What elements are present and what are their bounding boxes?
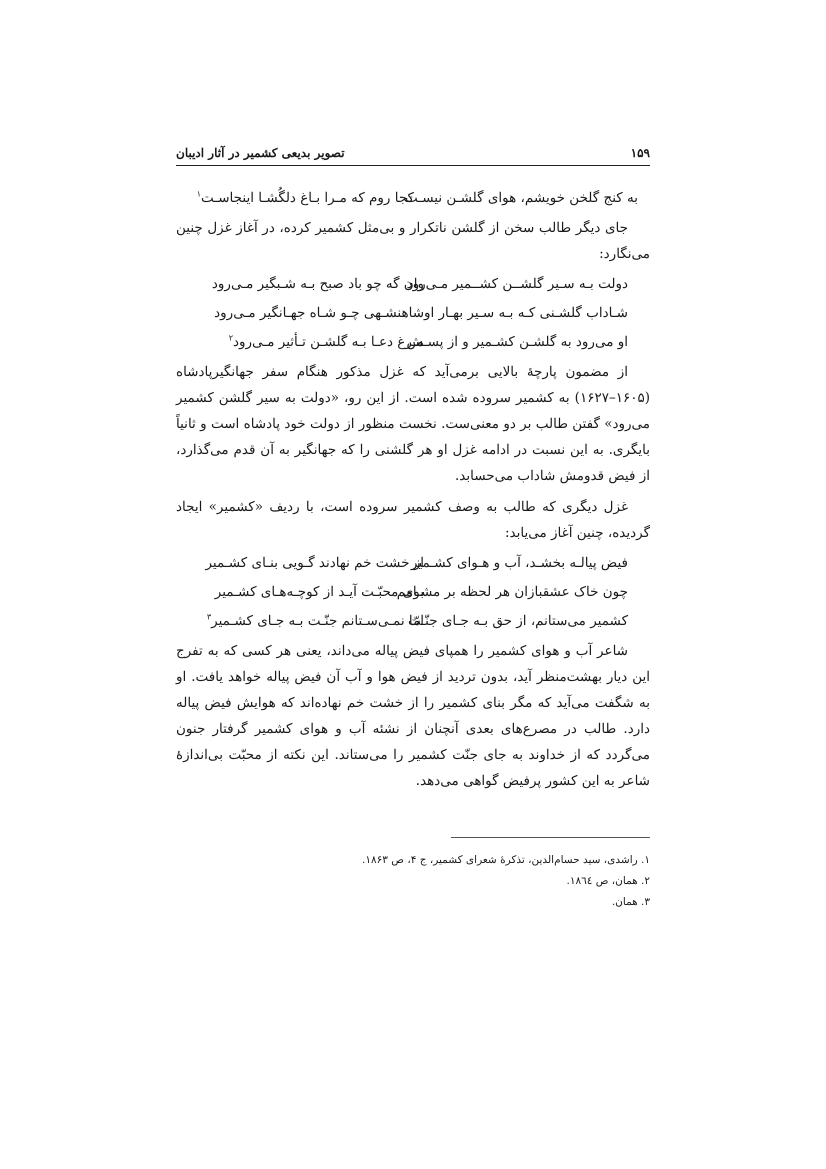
hemistich-first: چون خاک عشقبازان هر لحظه بر مشـامم bbox=[396, 584, 628, 600]
hemistich-first: دولت بـه سـیر گلشــن کشــمیر مـی‌رود bbox=[406, 276, 628, 292]
verse-line bbox=[176, 549, 650, 578]
verse-line bbox=[176, 184, 650, 213]
hemistich-first: او می‌رود به گلشـن کشـمیر و از پسـش bbox=[406, 334, 628, 350]
hemistich-second: وان گه چو باد صبح بـه شـبگیر مـی‌رود bbox=[211, 276, 424, 292]
hemistich-second: از خشت خم نهادند گـویی بنـای کشـمیر bbox=[205, 555, 424, 571]
paragraph: شاعر آب و هوای کشمیر را همپای فیض پیاله می‌داند، یعنی هر کسی که به تفرج این دیار بهشت‌منظر آید، بدون تردید از فیض هوا و آب آن فیض پیاله خواهد یافت. او به شگفت می‌آید که مگر بنای کشمیر را از خشت خم نهاده‌اند که هوایش فیض پیاله دارد. طالب در مصرع‌های بعدی آنچنان از نشئه آب و هوای کشمیر گرفتار جنون می‌گردد که از خداوند به جای جنّت کشمیر را می‌ستاند. این نکته از محبّت بی‌اندازهٔ شاعر به این کشور پرفیض گواهی می‌دهد. bbox=[176, 643, 650, 789]
verse-line bbox=[176, 270, 650, 299]
running-title: تصویر بدیعی کشمیر در آثار ادیبان bbox=[176, 146, 345, 160]
footnote-marker: ۱ bbox=[196, 189, 202, 199]
hemistich-second: امّا نمـی‌سـتانم جنّـت بـه جـای کشـمیر$^۳$ bbox=[206, 612, 424, 629]
paragraph: از مضمون پارچهٔ بالایی برمی‌آید که غزل مذکور هنگام سفر جهانگیرپادشاه (۱۶۰۵–۱۶۲۷) به کشمیر سروده شده است. از این رو، «دولت به سیر گلشن کشمیر می‌رود» گفتن طالب بر دو معنی‌ست. نخست منظور از دولت خود پادشاه است و ثانیاً بایگری. به این نسبت در ادامه غزل او هر گلشنی را که جهانگیر به آن قدم می‌گذارد، از فیض قدومش شاداب می‌حسابد. bbox=[176, 364, 650, 484]
footnote-marker: ۲ bbox=[228, 333, 233, 343]
footnote: ۳. همان. bbox=[611, 896, 650, 908]
page-number: ۱۵۹ bbox=[630, 146, 650, 160]
hemistich-first: به کنج گلخن خویشم، هوای گلشـن نیسـت bbox=[405, 190, 638, 206]
hemistich-second: شاهنشـهی چـو شـاه جهـانگیر مـی‌رود bbox=[214, 305, 424, 321]
hemistich-first: کشمیر می‌ستانم، از حق بـه جـای جنّـت bbox=[407, 613, 628, 629]
verse-line bbox=[176, 299, 650, 328]
running-header bbox=[176, 144, 650, 166]
verse-line bbox=[176, 607, 650, 636]
main-text bbox=[176, 184, 650, 797]
paragraph: جای دیگر طالب سخن از گلشن ناتکرار و بی‌مثل کشمیر کرده، در آغاز غزل چنین می‌نگارد: bbox=[176, 220, 650, 262]
hemistich-second: مـرغ دعـا بـه گلشـن تـأثیر مـی‌رود$^۲$ bbox=[228, 333, 424, 350]
verse-line bbox=[176, 328, 650, 357]
footnote-marker: ۳ bbox=[206, 612, 212, 622]
hemistich-first: فیض پیالـه بخشـد، آب و هـوای کشـمیر bbox=[410, 555, 628, 571]
footnote: ۱. راشدی، سید حسام‌الدین، تذکرهٔ شعرای کشمیر، ج ۴، ص ۱۸۶۳. bbox=[362, 854, 650, 866]
paragraph: غزل دیگری که طالب به وصف کشمیر سروده است، با ردیف «کشمیر» ایجاد گردیده، چنین آغاز می‌یابد: bbox=[176, 499, 650, 541]
header-rule bbox=[176, 165, 650, 166]
footnote: ۲. همان، ص ١٨٦٤. bbox=[566, 875, 650, 887]
verse-line bbox=[176, 578, 650, 607]
hemistich-second: کجا روم که مـرا بـاغ دلگُشـا اینجاسـت$^۱$ bbox=[196, 189, 414, 206]
hemistich-second: بوی محبّـت آیـد از کوچـه‌هـای کشـمیر bbox=[214, 584, 424, 600]
hemistich-first: شـاداب گلشـنی کـه بـه سـیر بهـار او bbox=[423, 305, 628, 321]
footnotes bbox=[176, 850, 650, 913]
footnote-rule bbox=[451, 837, 650, 838]
